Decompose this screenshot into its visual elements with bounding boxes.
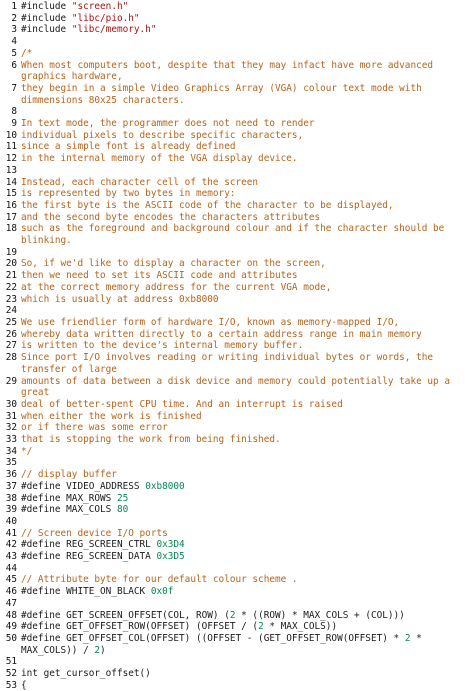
code-text[interactable] xyxy=(21,621,470,633)
code-text[interactable] xyxy=(21,539,470,551)
code-line[interactable] xyxy=(0,188,470,200)
code-text[interactable] xyxy=(21,668,470,680)
code-text[interactable] xyxy=(21,504,470,516)
code-token-comment: amounts of data between a disk device and memory could potentially take up a great xyxy=(21,375,456,399)
code-line[interactable] xyxy=(0,528,470,540)
line-number: 27 xyxy=(5,340,17,352)
line-number: 25 xyxy=(5,316,17,328)
code-text[interactable] xyxy=(21,352,470,375)
code-text[interactable] xyxy=(21,83,470,106)
line-number: 13 xyxy=(5,164,17,176)
code-line[interactable] xyxy=(0,258,470,270)
code-text[interactable] xyxy=(21,610,470,622)
code-text[interactable] xyxy=(21,106,470,118)
code-token-comment: In text mode, the programmer does not need to render xyxy=(21,118,315,130)
code-line[interactable] xyxy=(0,434,470,446)
code-text[interactable] xyxy=(21,586,470,598)
code-token-comment: when either the work is finished xyxy=(21,410,202,422)
line-number: 31 xyxy=(5,410,17,422)
line-number: 29 xyxy=(5,375,17,387)
line-number: 48 xyxy=(5,609,17,621)
line-number: 15 xyxy=(5,188,17,200)
code-line[interactable] xyxy=(0,469,470,481)
line-number: 49 xyxy=(5,621,17,633)
code-token-string: "libc/pio.h" xyxy=(71,12,140,24)
code-text[interactable] xyxy=(21,141,470,153)
line-number: 16 xyxy=(5,199,17,211)
line-number: 21 xyxy=(5,270,17,282)
line-number: 51 xyxy=(5,656,17,668)
line-number: 3 xyxy=(11,24,17,36)
line-number: 38 xyxy=(5,492,17,504)
code-token-comment: whereby data written directly to a certain address range in main memory xyxy=(21,328,422,340)
code-token-plain: #define REG_SCREEN_DATA xyxy=(21,551,157,563)
code-text[interactable] xyxy=(21,13,470,25)
code-token-plain: int get_cursor_offset() xyxy=(21,668,151,680)
code-line[interactable] xyxy=(0,200,470,212)
code-text[interactable] xyxy=(21,247,470,259)
code-text[interactable] xyxy=(21,422,470,434)
code-token-plain: * MAX_COLS)) / xyxy=(21,632,428,656)
code-token-number: 25 xyxy=(116,492,129,504)
code-text[interactable] xyxy=(21,1,470,13)
code-token-comment: // Screen device I/O ports xyxy=(21,527,168,539)
code-token-comment: Instead, each character cell of the screen xyxy=(21,176,259,188)
code-token-comment: // display buffer xyxy=(21,469,117,481)
code-token-plain: { xyxy=(21,679,27,691)
code-line[interactable] xyxy=(0,586,470,598)
code-token-plain: #define MAX_COLS xyxy=(21,504,117,516)
line-number: 33 xyxy=(5,434,17,446)
code-token-plain: #include xyxy=(21,12,72,24)
line-number: 2 xyxy=(11,12,17,24)
code-line[interactable] xyxy=(0,633,470,656)
code-text[interactable] xyxy=(21,516,470,528)
code-token-comment: // Attribute byte for our default colour scheme . xyxy=(21,574,298,586)
code-line[interactable] xyxy=(0,177,470,189)
code-text[interactable] xyxy=(21,528,470,540)
code-text[interactable] xyxy=(21,411,470,423)
line-number: 8 xyxy=(11,106,17,118)
code-line[interactable] xyxy=(0,411,470,423)
code-text[interactable] xyxy=(21,118,470,130)
code-text[interactable] xyxy=(21,270,470,282)
code-text[interactable] xyxy=(21,60,470,83)
code-line[interactable] xyxy=(0,516,470,528)
line-number: 46 xyxy=(5,586,17,598)
line-number: 36 xyxy=(5,469,17,481)
code-text[interactable] xyxy=(21,153,470,165)
line-number: 30 xyxy=(5,398,17,410)
line-number: 35 xyxy=(5,457,17,469)
line-number: 43 xyxy=(5,551,17,563)
code-token-plain: * MAX_COLS)) xyxy=(263,621,338,633)
code-line[interactable] xyxy=(0,294,470,306)
code-token-comment: the first byte is the ASCII code of the character to be displayed, xyxy=(21,199,394,211)
line-number: 41 xyxy=(5,527,17,539)
code-token-comment: they begin in a simple Video Graphics Array (VGA) colour text mode with dimmensions 80x25 characters. xyxy=(21,82,428,106)
code-line[interactable] xyxy=(0,212,470,224)
code-token-comment: that is stopping the work from being finished. xyxy=(21,434,281,446)
code-line[interactable] xyxy=(0,680,470,691)
code-token-number: 0x3D5 xyxy=(156,551,185,563)
code-line[interactable] xyxy=(0,340,470,352)
code-text[interactable] xyxy=(21,656,470,668)
line-number: 45 xyxy=(5,574,17,586)
line-number: 52 xyxy=(5,668,17,680)
code-line[interactable] xyxy=(0,317,470,329)
code-text[interactable] xyxy=(21,469,470,481)
code-token-comment: Since port I/O involves reading or writing individual bytes or words, the transfer of large xyxy=(21,352,439,375)
code-token-string: "libc/memory.h" xyxy=(71,24,157,36)
code-text[interactable] xyxy=(21,294,470,306)
line-number: 37 xyxy=(5,480,17,492)
code-line[interactable] xyxy=(0,329,470,341)
code-token-number: 0x3D4 xyxy=(156,539,185,551)
line-number: 42 xyxy=(5,539,17,551)
code-text[interactable] xyxy=(21,36,470,48)
code-text[interactable] xyxy=(21,376,470,399)
code-line[interactable] xyxy=(0,376,470,399)
code-token-plain: #include xyxy=(21,24,72,36)
code-line[interactable] xyxy=(0,36,470,48)
line-number: 28 xyxy=(5,352,17,364)
code-token-comment: which is usually at address 0xb8000 xyxy=(21,293,219,305)
code-text[interactable] xyxy=(21,200,470,212)
line-number: 17 xyxy=(5,211,17,223)
line-number: 24 xyxy=(5,305,17,317)
line-number: 22 xyxy=(5,281,17,293)
code-token-number: 2 xyxy=(229,609,236,621)
line-number: 4 xyxy=(11,36,17,48)
line-number: 18 xyxy=(5,223,17,235)
line-number: 20 xyxy=(5,258,17,270)
code-text[interactable] xyxy=(21,457,470,469)
code-token-comment: or if there was some error xyxy=(21,422,168,434)
code-text[interactable] xyxy=(21,598,470,610)
code-line[interactable] xyxy=(0,282,470,294)
code-text[interactable] xyxy=(21,563,470,575)
line-number: 14 xyxy=(5,176,17,188)
code-text[interactable] xyxy=(21,258,470,270)
line-number: 1 xyxy=(11,1,17,12)
code-line[interactable] xyxy=(0,141,470,153)
code-text[interactable] xyxy=(21,317,470,329)
code-text[interactable] xyxy=(21,680,470,691)
line-number: 34 xyxy=(5,445,17,457)
code-token-number: 0x0f xyxy=(150,586,174,598)
code-token-comment: such as the foreground and background colour and if the character should be blinking. xyxy=(21,223,450,247)
code-line[interactable] xyxy=(0,563,470,575)
line-number: 39 xyxy=(5,504,17,516)
line-number: 12 xyxy=(5,153,17,165)
code-line[interactable] xyxy=(0,656,470,668)
code-line[interactable] xyxy=(0,610,470,622)
code-line[interactable] xyxy=(0,504,470,516)
code-line[interactable] xyxy=(0,422,470,434)
code-line[interactable] xyxy=(0,270,470,282)
code-text[interactable] xyxy=(21,188,470,200)
code-text[interactable] xyxy=(21,24,470,36)
line-number: 50 xyxy=(5,632,17,644)
code-line[interactable] xyxy=(0,223,470,246)
code-text[interactable] xyxy=(21,340,470,352)
code-line[interactable] xyxy=(0,247,470,259)
code-text[interactable] xyxy=(21,551,470,563)
code-text[interactable] xyxy=(21,434,470,446)
code-text[interactable] xyxy=(21,574,470,586)
code-text[interactable] xyxy=(21,399,470,411)
line-number: 11 xyxy=(5,141,17,153)
code-line[interactable] xyxy=(0,493,470,505)
code-line[interactable] xyxy=(0,621,470,633)
code-line[interactable] xyxy=(0,60,470,83)
code-token-plain: #define GET_OFFSET_COL(OFFSET) ((OFFSET - (GET_OFFSET_ROW(OFFSET) * xyxy=(21,632,405,644)
code-text[interactable] xyxy=(21,177,470,189)
code-line[interactable] xyxy=(0,598,470,610)
line-number: 40 xyxy=(5,515,17,527)
line-number: 19 xyxy=(5,246,17,258)
code-text[interactable] xyxy=(21,329,470,341)
code-token-comment: */ xyxy=(21,445,33,457)
code-token-plain: #include xyxy=(21,1,72,12)
code-line[interactable] xyxy=(0,481,470,493)
code-text[interactable] xyxy=(21,165,470,177)
code-line[interactable] xyxy=(0,130,470,142)
code-text[interactable] xyxy=(21,446,470,458)
code-line[interactable] xyxy=(0,1,470,13)
code-text[interactable] xyxy=(21,493,470,505)
code-token-comment: and the second byte encodes the characters attributes xyxy=(21,211,321,223)
code-token-comment: We use friendlier form of hardware I/O, known as memory-mapped I/O, xyxy=(21,316,400,328)
line-number: 47 xyxy=(5,597,17,609)
code-token-comment: at the correct memory address for the current VGA mode, xyxy=(21,281,332,293)
code-line[interactable] xyxy=(0,668,470,680)
code-text[interactable] xyxy=(21,481,470,493)
code-line[interactable] xyxy=(0,13,470,25)
code-text[interactable] xyxy=(21,223,470,246)
code-token-comment: individual pixels to describe specific characters, xyxy=(21,129,304,141)
code-token-number: 2 xyxy=(404,632,411,644)
code-line[interactable] xyxy=(0,153,470,165)
code-token-plain: #define GET_SCREEN_OFFSET(COL, ROW) ( xyxy=(21,609,230,621)
code-token-comment: deal of better-spent CPU time. And an interrupt is raised xyxy=(21,398,343,410)
line-number: 9 xyxy=(11,118,17,130)
line-number: 53 xyxy=(5,679,17,691)
line-number: 5 xyxy=(11,47,17,59)
line-number: 6 xyxy=(11,59,17,71)
code-text[interactable] xyxy=(21,212,470,224)
line-number: 23 xyxy=(5,293,17,305)
code-line[interactable] xyxy=(0,457,470,469)
code-line[interactable] xyxy=(0,539,470,551)
code-line[interactable] xyxy=(0,399,470,411)
code-token-plain: #define REG_SCREEN_CTRL xyxy=(21,539,157,551)
code-line[interactable] xyxy=(0,305,470,317)
code-token-comment: /* xyxy=(21,47,33,59)
code-line[interactable] xyxy=(0,48,470,60)
code-text[interactable] xyxy=(21,305,470,317)
code-token-number: 2 xyxy=(258,621,264,633)
code-token-plain: #define VIDEO_ADDRESS xyxy=(21,480,146,492)
code-text[interactable] xyxy=(21,282,470,294)
code-line[interactable] xyxy=(0,352,470,375)
code-text[interactable] xyxy=(21,130,470,142)
code-token-number: 2 xyxy=(94,644,101,656)
code-token-comment: then we need to set its ASCII code and attributes xyxy=(21,270,298,282)
code-line[interactable] xyxy=(0,551,470,563)
code-line[interactable] xyxy=(0,24,470,36)
code-line[interactable] xyxy=(0,118,470,130)
line-number: 10 xyxy=(5,129,17,141)
code-token-number: 80 xyxy=(116,504,129,516)
code-line[interactable] xyxy=(0,106,470,118)
code-token-plain: * ((ROW) * MAX_COLS + (COL))) xyxy=(235,609,405,621)
code-token-plain: #define WHITE_ON_BLACK xyxy=(21,586,151,598)
line-number: 26 xyxy=(5,328,17,340)
line-number: 44 xyxy=(5,562,17,574)
code-token-string: "screen.h" xyxy=(71,1,129,12)
line-number: 7 xyxy=(11,82,17,94)
code-token-comment: When most computers boot, despite that they may infact have more advanced graphics hardware, xyxy=(21,59,439,83)
code-text[interactable] xyxy=(21,48,470,60)
code-token-plain: ) xyxy=(100,644,106,656)
code-token-comment: is represented by two bytes in memory: xyxy=(21,188,236,200)
code-line[interactable] xyxy=(0,83,470,106)
code-line[interactable] xyxy=(0,446,470,458)
code-token-plain: #define GET_OFFSET_ROW(OFFSET) (OFFSET / ( xyxy=(21,621,259,633)
code-line[interactable] xyxy=(0,165,470,177)
code-token-number: 0xb8000 xyxy=(145,480,185,492)
code-text[interactable] xyxy=(21,633,470,656)
code-token-comment: So, if we'd like to display a character on the screen, xyxy=(21,258,326,270)
code-token-comment: in the internal memory of the VGA display device. xyxy=(21,153,298,165)
code-line[interactable] xyxy=(0,574,470,586)
code-token-comment: since a simple font is already defined xyxy=(21,141,236,153)
line-number: 32 xyxy=(5,422,17,434)
code-token-plain: #define MAX_ROWS xyxy=(21,492,117,504)
code-token-comment: is written to the device's internal memory buffer. xyxy=(21,340,304,352)
